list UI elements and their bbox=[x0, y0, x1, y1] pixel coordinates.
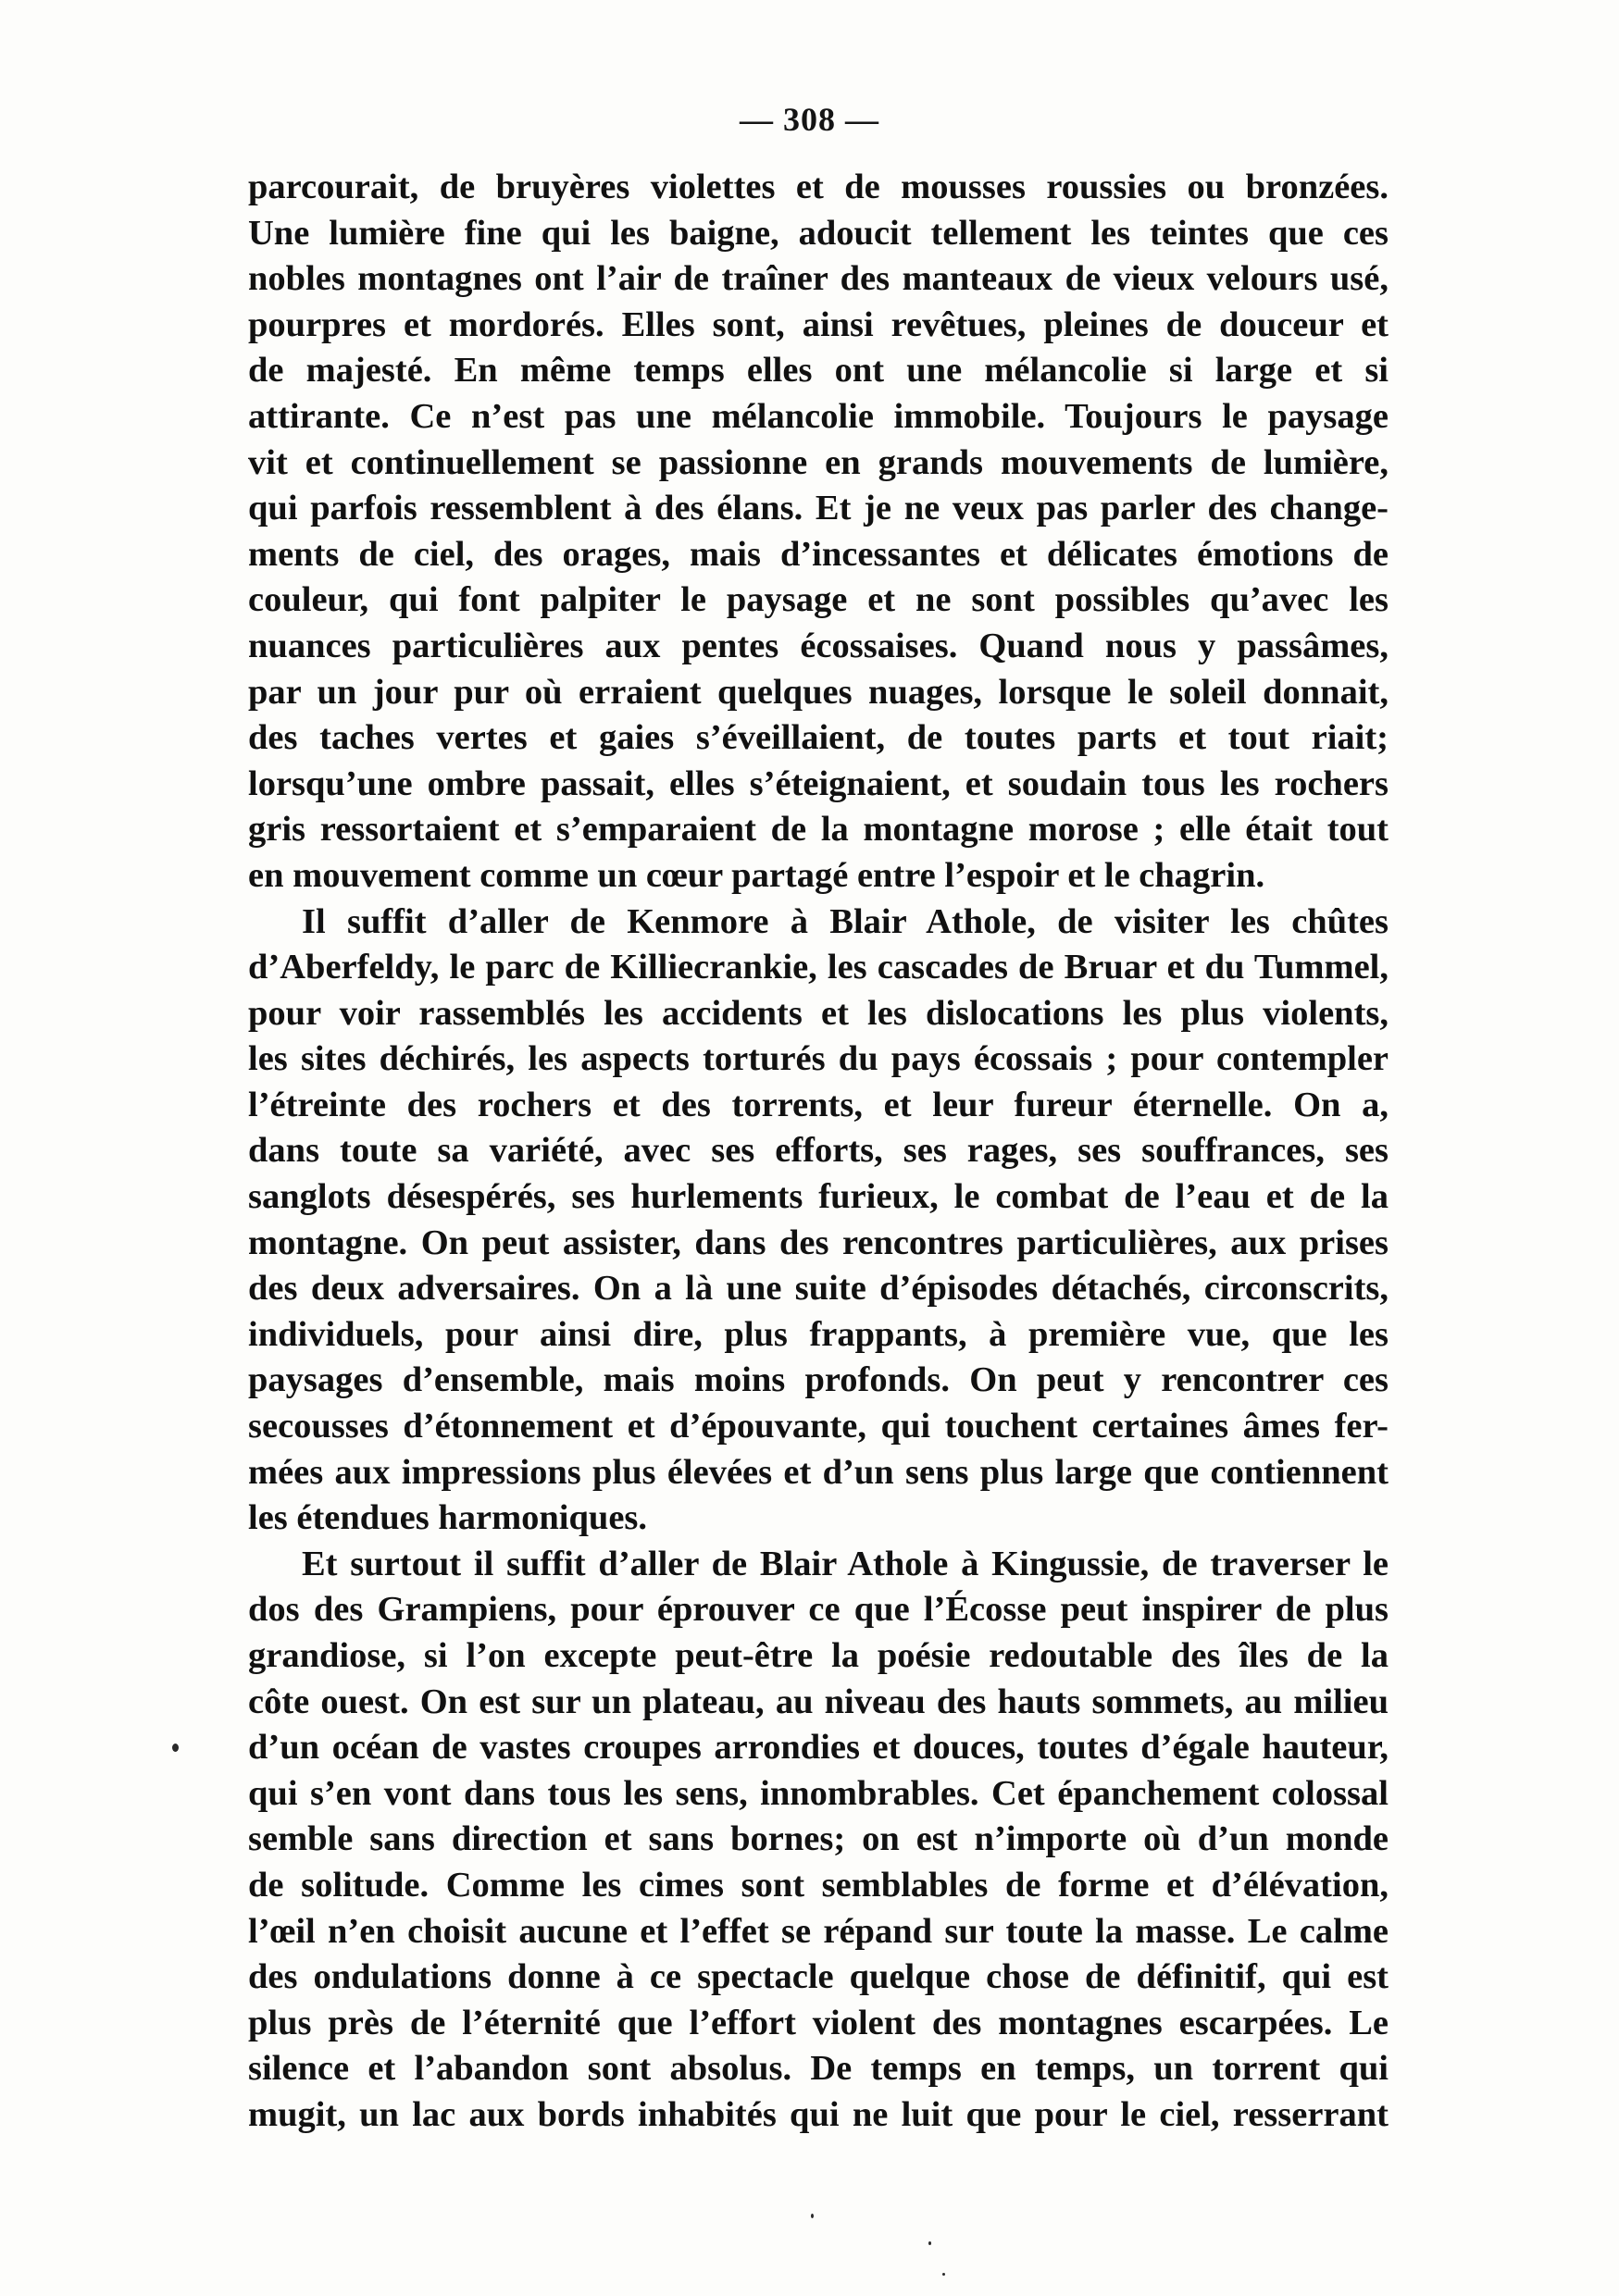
body-text bbox=[248, 165, 1389, 2139]
text-line: vit et continuellement se passionne en grands mouvements de lumière, bbox=[248, 442, 1389, 482]
text-line: nobles montagnes ont l’air de traîner des manteaux de vieux velours usé, bbox=[248, 259, 1389, 299]
text-line: ments de ciel, des orages, mais d’incessantes et délicates émotions de bbox=[248, 534, 1389, 574]
text-line: attirante. Ce n’est pas une mélancolie immobile. Toujours le paysage bbox=[248, 396, 1389, 436]
text-line: par un jour pur où erraient quelques nuages, lorsque le soleil donnait, bbox=[248, 672, 1389, 712]
text-line: individuels, pour ainsi dire, plus frappants, à première vue, que les bbox=[248, 1314, 1389, 1354]
paragraph-2 bbox=[248, 900, 1389, 1542]
paragraph-1 bbox=[248, 165, 1389, 900]
text-line: qui s’en vont dans tous les sens, innombrables. Cet épanchement colossal bbox=[248, 1773, 1389, 1813]
scan-speck bbox=[811, 2214, 814, 2218]
text-line: les sites déchirés, les aspects torturés du pays écossais ; pour contempler bbox=[248, 1039, 1389, 1079]
text-line: les étendues harmoniques. bbox=[248, 1498, 648, 1538]
text-line: couleur, qui font palpiter le paysage et ne sont possibles qu’avec les bbox=[248, 580, 1389, 620]
text-line: sanglots désespérés, ses hurlements furieux, le combat de l’eau et de la bbox=[248, 1177, 1389, 1217]
text-line: plus près de l’éternité que l’effort violent des montagnes escarpées. Le bbox=[248, 2003, 1389, 2042]
text-line: silence et l’abandon sont absolus. De temps en temps, un torrent qui bbox=[248, 2049, 1389, 2089]
text-line: montagne. On peut assister, dans des rencontres particulières, aux prises bbox=[248, 1222, 1389, 1262]
text-line: côte ouest. On est sur un plateau, au niveau des hauts sommets, au milieu bbox=[248, 1682, 1389, 1721]
text-line: d’un océan de vastes croupes arrondies et douces, toutes d’égale hauteur, bbox=[248, 1728, 1389, 1768]
text-line: nuances particulières aux pentes écossaises. Quand nous y passâmes, bbox=[248, 626, 1389, 665]
text-line: semble sans direction et sans bornes; on est n’importe où d’un monde bbox=[248, 1819, 1389, 1859]
text-line: grandiose, si l’on excepte peut-être la poésie redoutable des îles de la bbox=[248, 1636, 1389, 1675]
text-line: paysages d’ensemble, mais moins profonds. On peut y rencontrer ces bbox=[248, 1360, 1389, 1400]
text-line: de solitude. Comme les cimes sont semblables de forme et d’élévation, bbox=[248, 1865, 1389, 1905]
text-line: pour voir rassemblés les accidents et les dislocations les plus violents, bbox=[248, 993, 1389, 1033]
text-line: mées aux impressions plus élevées et d’un sens plus large que contiennent bbox=[248, 1452, 1389, 1492]
text-line: gris ressortaient et s’emparaient de la montagne morose ; elle était tout bbox=[248, 810, 1389, 850]
text-line: d’Aberfeldy, le parc de Killiecrankie, les cascades de Bruar et du Tummel, bbox=[248, 948, 1389, 987]
text-line: qui parfois ressemblent à des élans. Et je ne veux pas parler des change- bbox=[248, 489, 1389, 528]
text-line: en mouvement comme un cœur partagé entre l’espoir et le chagrin. bbox=[248, 855, 1265, 895]
text-line: lorsqu’une ombre passait, elles s’éteignaient, et soudain tous les rochers bbox=[248, 763, 1389, 803]
text-line: pourpres et mordorés. Elles sont, ainsi revêtues, pleines de douceur et bbox=[248, 304, 1389, 344]
page-number: — 308 — bbox=[740, 101, 879, 138]
text-line: dans toute sa variété, avec ses efforts, ses rages, ses souffrances, ses bbox=[248, 1131, 1389, 1171]
text-line: secousses d’étonnement et d’épouvante, qui touchent certaines âmes fer- bbox=[248, 1407, 1389, 1446]
paragraph-3 bbox=[248, 1542, 1389, 2139]
text-line: Et surtout il suffit d’aller de Blair Athole à Kingussie, de traverser le bbox=[302, 1544, 1389, 1583]
text-line: l’étreinte des rochers et des torrents, et leur fureur éternelle. On a, bbox=[248, 1085, 1389, 1124]
text-line: des ondulations donne à ce spectacle quelque chose de définitif, qui est bbox=[248, 1957, 1389, 1997]
text-line: l’œil n’en choisit aucune et l’effet se répand sur toute la masse. Le calme bbox=[248, 1911, 1389, 1951]
text-line: Il suffit d’aller de Kenmore à Blair Athole, de visiter les chûtes bbox=[302, 901, 1389, 941]
text-line: Une lumière fine qui les baigne, adoucit tellement les teintes que ces bbox=[248, 213, 1389, 253]
scan-speck bbox=[928, 2241, 931, 2245]
scan-speck bbox=[172, 1744, 179, 1752]
text-line: parcourait, de bruyères violettes et de mousses roussies ou bronzées. bbox=[248, 168, 1389, 206]
scan-speck bbox=[942, 2273, 945, 2276]
text-line: des deux adversaires. On a là une suite d’épisodes détachés, circonscrits, bbox=[248, 1269, 1389, 1309]
text-line: mugit, un lac aux bords inhabités qui ne luit que pour le ciel, resserrant bbox=[248, 2094, 1389, 2134]
text-line: des taches vertes et gaies s’éveillaient, de toutes parts et tout riait; bbox=[248, 718, 1389, 758]
text-line: de majesté. En même temps elles ont une mélancolie si large et si bbox=[248, 351, 1389, 391]
text-line: dos des Grampiens, pour éprouver ce que l’Écosse peut inspirer de plus bbox=[248, 1590, 1389, 1630]
